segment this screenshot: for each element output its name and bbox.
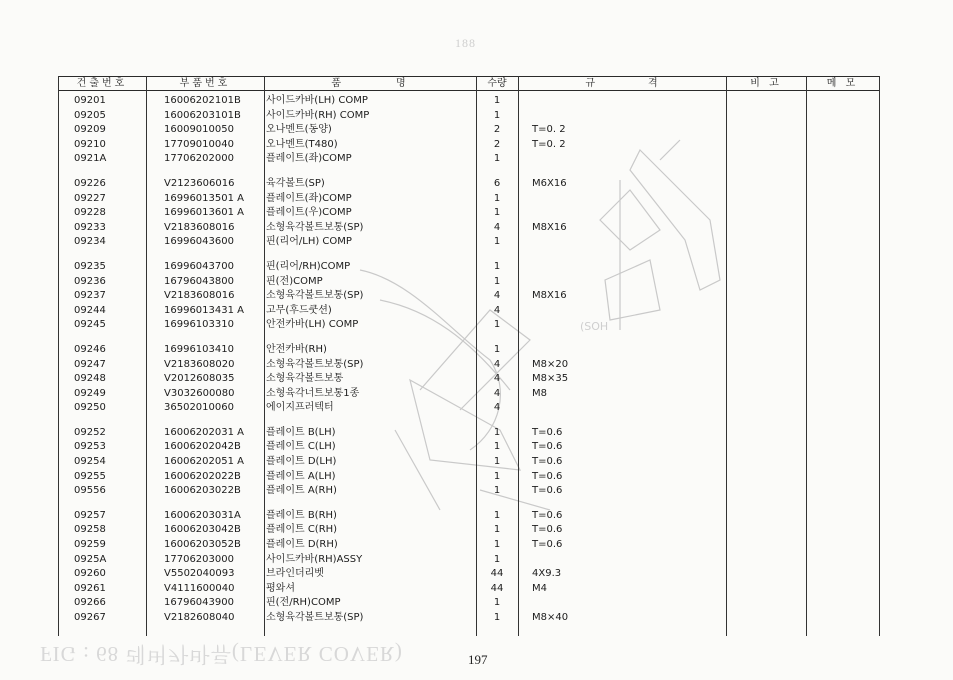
- part-name: 평와셔: [266, 582, 295, 594]
- part-number: 16996103310: [164, 319, 234, 331]
- part-number: 16996013501 A: [164, 192, 245, 204]
- table-row: [58, 387, 879, 402]
- specification: T=0.6: [532, 441, 563, 453]
- part-name: 핀(리어/LH) COMP: [266, 236, 352, 248]
- drawing-callout: (SOH: [580, 320, 609, 333]
- item-number: 0921A: [74, 153, 107, 165]
- quantity: 1: [493, 456, 501, 468]
- table-row: [58, 318, 879, 333]
- quantity: 1: [493, 192, 501, 204]
- specification: T=0.6: [532, 426, 563, 438]
- part-number: 16006203101B: [164, 109, 241, 121]
- item-number: 09248: [74, 373, 106, 385]
- part-name: 육각볼트(SP): [266, 177, 325, 189]
- item-number: 09255: [74, 470, 106, 482]
- part-number: 16006203052B: [164, 539, 241, 551]
- part-number: 16006202022B: [164, 470, 241, 482]
- item-number: 09227: [74, 192, 106, 204]
- item-number: 09201: [74, 95, 106, 106]
- quantity: 1: [493, 509, 501, 521]
- part-name: 플레이트(우)COMP: [266, 207, 352, 219]
- quantity: 1: [493, 260, 501, 272]
- specification: M4: [532, 582, 547, 594]
- row-spacer: [58, 167, 879, 177]
- item-number: 09209: [74, 124, 106, 136]
- part-name: 소형육각볼트보통(SP): [266, 358, 364, 370]
- specification: M8X16: [532, 221, 567, 233]
- part-name: 플레이트(좌)COMP: [266, 192, 352, 204]
- part-number: 17709010040: [164, 138, 234, 150]
- table-row: [58, 401, 879, 416]
- part-number: 16996103410: [164, 343, 234, 355]
- row-spacer: [58, 250, 879, 260]
- part-name: 플레이트 C(RH): [266, 524, 338, 536]
- part-name: 소형육각너트보통1종: [266, 387, 360, 399]
- part-number: 16996043600: [164, 236, 234, 248]
- table-row: [58, 235, 879, 250]
- part-number: V2183608020: [164, 358, 235, 370]
- quantity: 1: [493, 539, 501, 551]
- header-name-left: 품: [331, 78, 344, 89]
- part-number: 16009010050: [164, 124, 234, 136]
- table-row: [58, 455, 879, 470]
- table-row: [58, 343, 879, 358]
- quantity: 1: [493, 597, 501, 609]
- bleed-through-page-number: 188: [455, 36, 476, 50]
- part-number: V2183608016: [164, 290, 235, 302]
- table-row: [58, 611, 879, 626]
- header-memo: 메 모: [826, 78, 859, 89]
- table-row: [58, 358, 879, 373]
- part-name: 에이지프러텍터: [266, 402, 334, 414]
- item-number: 09237: [74, 290, 106, 302]
- part-name: 플레이트 D(LH): [266, 456, 337, 468]
- part-name: 소형육각볼트보통(SP): [266, 290, 364, 302]
- item-number: 09245: [74, 319, 106, 331]
- table-row: [58, 596, 879, 611]
- header-part-no: 부품번호: [179, 78, 231, 89]
- specification: T=0. 2: [532, 138, 566, 150]
- part-number: 17706203000: [164, 553, 234, 565]
- parts-table: [58, 76, 879, 636]
- row-spacer: [58, 499, 879, 509]
- part-name: 사이드카바(RH)ASSY: [266, 553, 363, 565]
- part-name: 플레이트 B(LH): [266, 426, 336, 438]
- item-number: 09247: [74, 358, 106, 370]
- specification: T=0.6: [532, 524, 563, 536]
- item-number: 09252: [74, 426, 106, 438]
- table-row: [58, 426, 879, 441]
- quantity: 1: [493, 95, 501, 106]
- part-number: 16996013601 A: [164, 207, 245, 219]
- quantity: 2: [493, 138, 501, 150]
- item-number: 09246: [74, 343, 106, 355]
- specification: M8: [532, 387, 547, 399]
- table-row: [58, 304, 879, 319]
- item-number: 09556: [74, 485, 106, 497]
- table-row: [58, 177, 879, 192]
- part-name: 플레이트 D(RH): [266, 539, 338, 551]
- table-row: [58, 553, 879, 568]
- quantity: 1: [493, 109, 501, 121]
- quantity: 4: [493, 304, 501, 316]
- part-name: 소형육각볼트보통: [266, 373, 344, 385]
- part-name: 브라인더리벳: [266, 568, 324, 580]
- table-row: [58, 523, 879, 538]
- part-name: 소형육각볼트보통(SP): [266, 612, 364, 623]
- item-number: 09258: [74, 524, 106, 536]
- quantity: 2: [493, 124, 501, 136]
- part-name: 오나멘트(동양): [266, 124, 332, 136]
- quantity: 1: [493, 553, 501, 565]
- quantity: 1: [493, 275, 501, 287]
- part-name: 플레이트 A(RH): [266, 485, 337, 497]
- part-number: 16006203031A: [164, 509, 241, 521]
- quantity: 1: [493, 153, 501, 165]
- item-number: 09266: [74, 597, 106, 609]
- table-row: [58, 275, 879, 290]
- header-spec-right: 격: [648, 78, 661, 89]
- quantity: 4: [493, 402, 501, 414]
- specification: M8×20: [532, 358, 569, 370]
- item-number: 09233: [74, 221, 106, 233]
- part-number: 16006202031 A: [164, 426, 245, 438]
- table-row: [58, 221, 879, 236]
- table-row: [58, 289, 879, 304]
- quantity: 1: [493, 470, 501, 482]
- row-spacer: [58, 333, 879, 343]
- part-number: 16006202042B: [164, 441, 241, 453]
- part-number: 16006203022B: [164, 485, 241, 497]
- table-row: [58, 538, 879, 553]
- part-name: 소형육각볼트보통(SP): [266, 221, 364, 233]
- item-number: 09267: [74, 612, 106, 623]
- part-number: 16996013431 A: [164, 304, 245, 316]
- quantity: 1: [493, 485, 501, 497]
- specification: M8×40: [532, 612, 569, 623]
- item-number: 09259: [74, 539, 106, 551]
- part-number: 16996043700: [164, 260, 234, 272]
- header-bottom-rule: [58, 90, 879, 91]
- table-row: [58, 94, 879, 109]
- table-row: [58, 206, 879, 221]
- quantity: 1: [493, 236, 501, 248]
- part-name: 플레이트(좌)COMP: [266, 153, 352, 165]
- part-number: V2183608016: [164, 221, 235, 233]
- part-name: 고무(후드쿳션): [266, 304, 332, 316]
- part-number: V2123606016: [164, 177, 235, 189]
- specification: M6X16: [532, 177, 567, 189]
- table-row: [58, 152, 879, 167]
- specification: M8X16: [532, 290, 567, 302]
- quantity: 1: [493, 207, 501, 219]
- part-name: 핀(전)COMP: [266, 275, 323, 287]
- item-number: 09226: [74, 177, 106, 189]
- specification: M8×35: [532, 373, 569, 385]
- column-rule: [879, 76, 880, 636]
- table-row: [58, 470, 879, 485]
- part-number: 16006203042B: [164, 524, 241, 536]
- part-name: 안전카바(LH) COMP: [266, 319, 359, 331]
- quantity: 4: [493, 221, 501, 233]
- quantity: 44: [490, 568, 504, 580]
- part-number: V3032600080: [164, 387, 235, 399]
- quantity: 4: [493, 373, 501, 385]
- part-number: 16006202101B: [164, 95, 241, 106]
- header-name-right: 명: [396, 78, 409, 89]
- part-number: 16796043900: [164, 597, 234, 609]
- item-number: 09205: [74, 109, 106, 121]
- table-row: [58, 109, 879, 124]
- quantity: 44: [490, 582, 504, 594]
- quantity: 1: [493, 612, 501, 623]
- item-number: 09250: [74, 402, 106, 414]
- item-number: 09249: [74, 387, 106, 399]
- item-number: 09254: [74, 456, 106, 468]
- specification: T=0. 2: [532, 124, 566, 136]
- specification: T=0.6: [532, 470, 563, 482]
- specification: T=0.6: [532, 485, 563, 497]
- header-qty: 수량: [487, 78, 507, 89]
- page-number: 197: [468, 652, 488, 667]
- table-row: [58, 372, 879, 387]
- part-name: 플레이트 B(RH): [266, 509, 337, 521]
- item-number: 09236: [74, 275, 106, 287]
- table-row: [58, 260, 879, 275]
- quantity: 4: [493, 358, 501, 370]
- item-number: 0925A: [74, 553, 107, 565]
- specification: T=0.6: [532, 456, 563, 468]
- part-number: 36502010060: [164, 402, 234, 414]
- item-number: 09253: [74, 441, 106, 453]
- table-row: [58, 123, 879, 138]
- part-name: 사이드카바(LH) COMP: [266, 95, 368, 106]
- item-number: 09257: [74, 509, 106, 521]
- quantity: 1: [493, 343, 501, 355]
- part-number: 16006202051 A: [164, 456, 245, 468]
- quantity: 4: [493, 387, 501, 399]
- table-row: [58, 567, 879, 582]
- table-row: [58, 509, 879, 524]
- header-spec-left: 규: [585, 78, 598, 89]
- quantity: 4: [493, 290, 501, 302]
- item-number: 09244: [74, 304, 106, 316]
- quantity: 1: [493, 441, 501, 453]
- item-number: 09228: [74, 207, 106, 219]
- quantity: 1: [493, 426, 501, 438]
- header-item-no: 건출번호: [76, 78, 128, 89]
- part-number: V4111600040: [164, 582, 235, 594]
- quantity: 1: [493, 524, 501, 536]
- part-name: 플레이트 C(LH): [266, 441, 336, 453]
- quantity: 6: [493, 177, 501, 189]
- table-row: [58, 192, 879, 207]
- item-number: 09261: [74, 582, 106, 594]
- item-number: 09260: [74, 568, 106, 580]
- bleed-through-caption: FIG : 68 레버카바류(LEVER COVER): [40, 642, 403, 666]
- part-number: V5502040093: [164, 568, 235, 580]
- specification: T=0.6: [532, 509, 563, 521]
- table-body: [58, 94, 879, 626]
- part-name: 오나멘트(T480): [266, 138, 338, 150]
- table-row: [58, 440, 879, 455]
- item-number: 09210: [74, 138, 106, 150]
- row-spacer: [58, 416, 879, 426]
- part-number: V2012608035: [164, 373, 235, 385]
- table-row: [58, 138, 879, 153]
- specification: 4X9.3: [532, 568, 562, 580]
- specification: T=0.6: [532, 539, 563, 551]
- table-row: [58, 484, 879, 499]
- part-name: 핀(리어/RH)COMP: [266, 260, 351, 272]
- part-name: 안전카바(RH): [266, 343, 327, 355]
- part-number: 17706202000: [164, 153, 234, 165]
- part-name: 사이드카바(RH) COMP: [266, 109, 370, 121]
- item-number: 09234: [74, 236, 106, 248]
- part-name: 핀(전/RH)COMP: [266, 597, 341, 609]
- table-row: [58, 582, 879, 597]
- quantity: 1: [493, 319, 501, 331]
- part-name: 플레이트 A(LH): [266, 470, 336, 482]
- part-number: V2182608040: [164, 612, 235, 623]
- item-number: 09235: [74, 260, 106, 272]
- part-number: 16796043800: [164, 275, 234, 287]
- header-remark: 비 고: [750, 78, 782, 89]
